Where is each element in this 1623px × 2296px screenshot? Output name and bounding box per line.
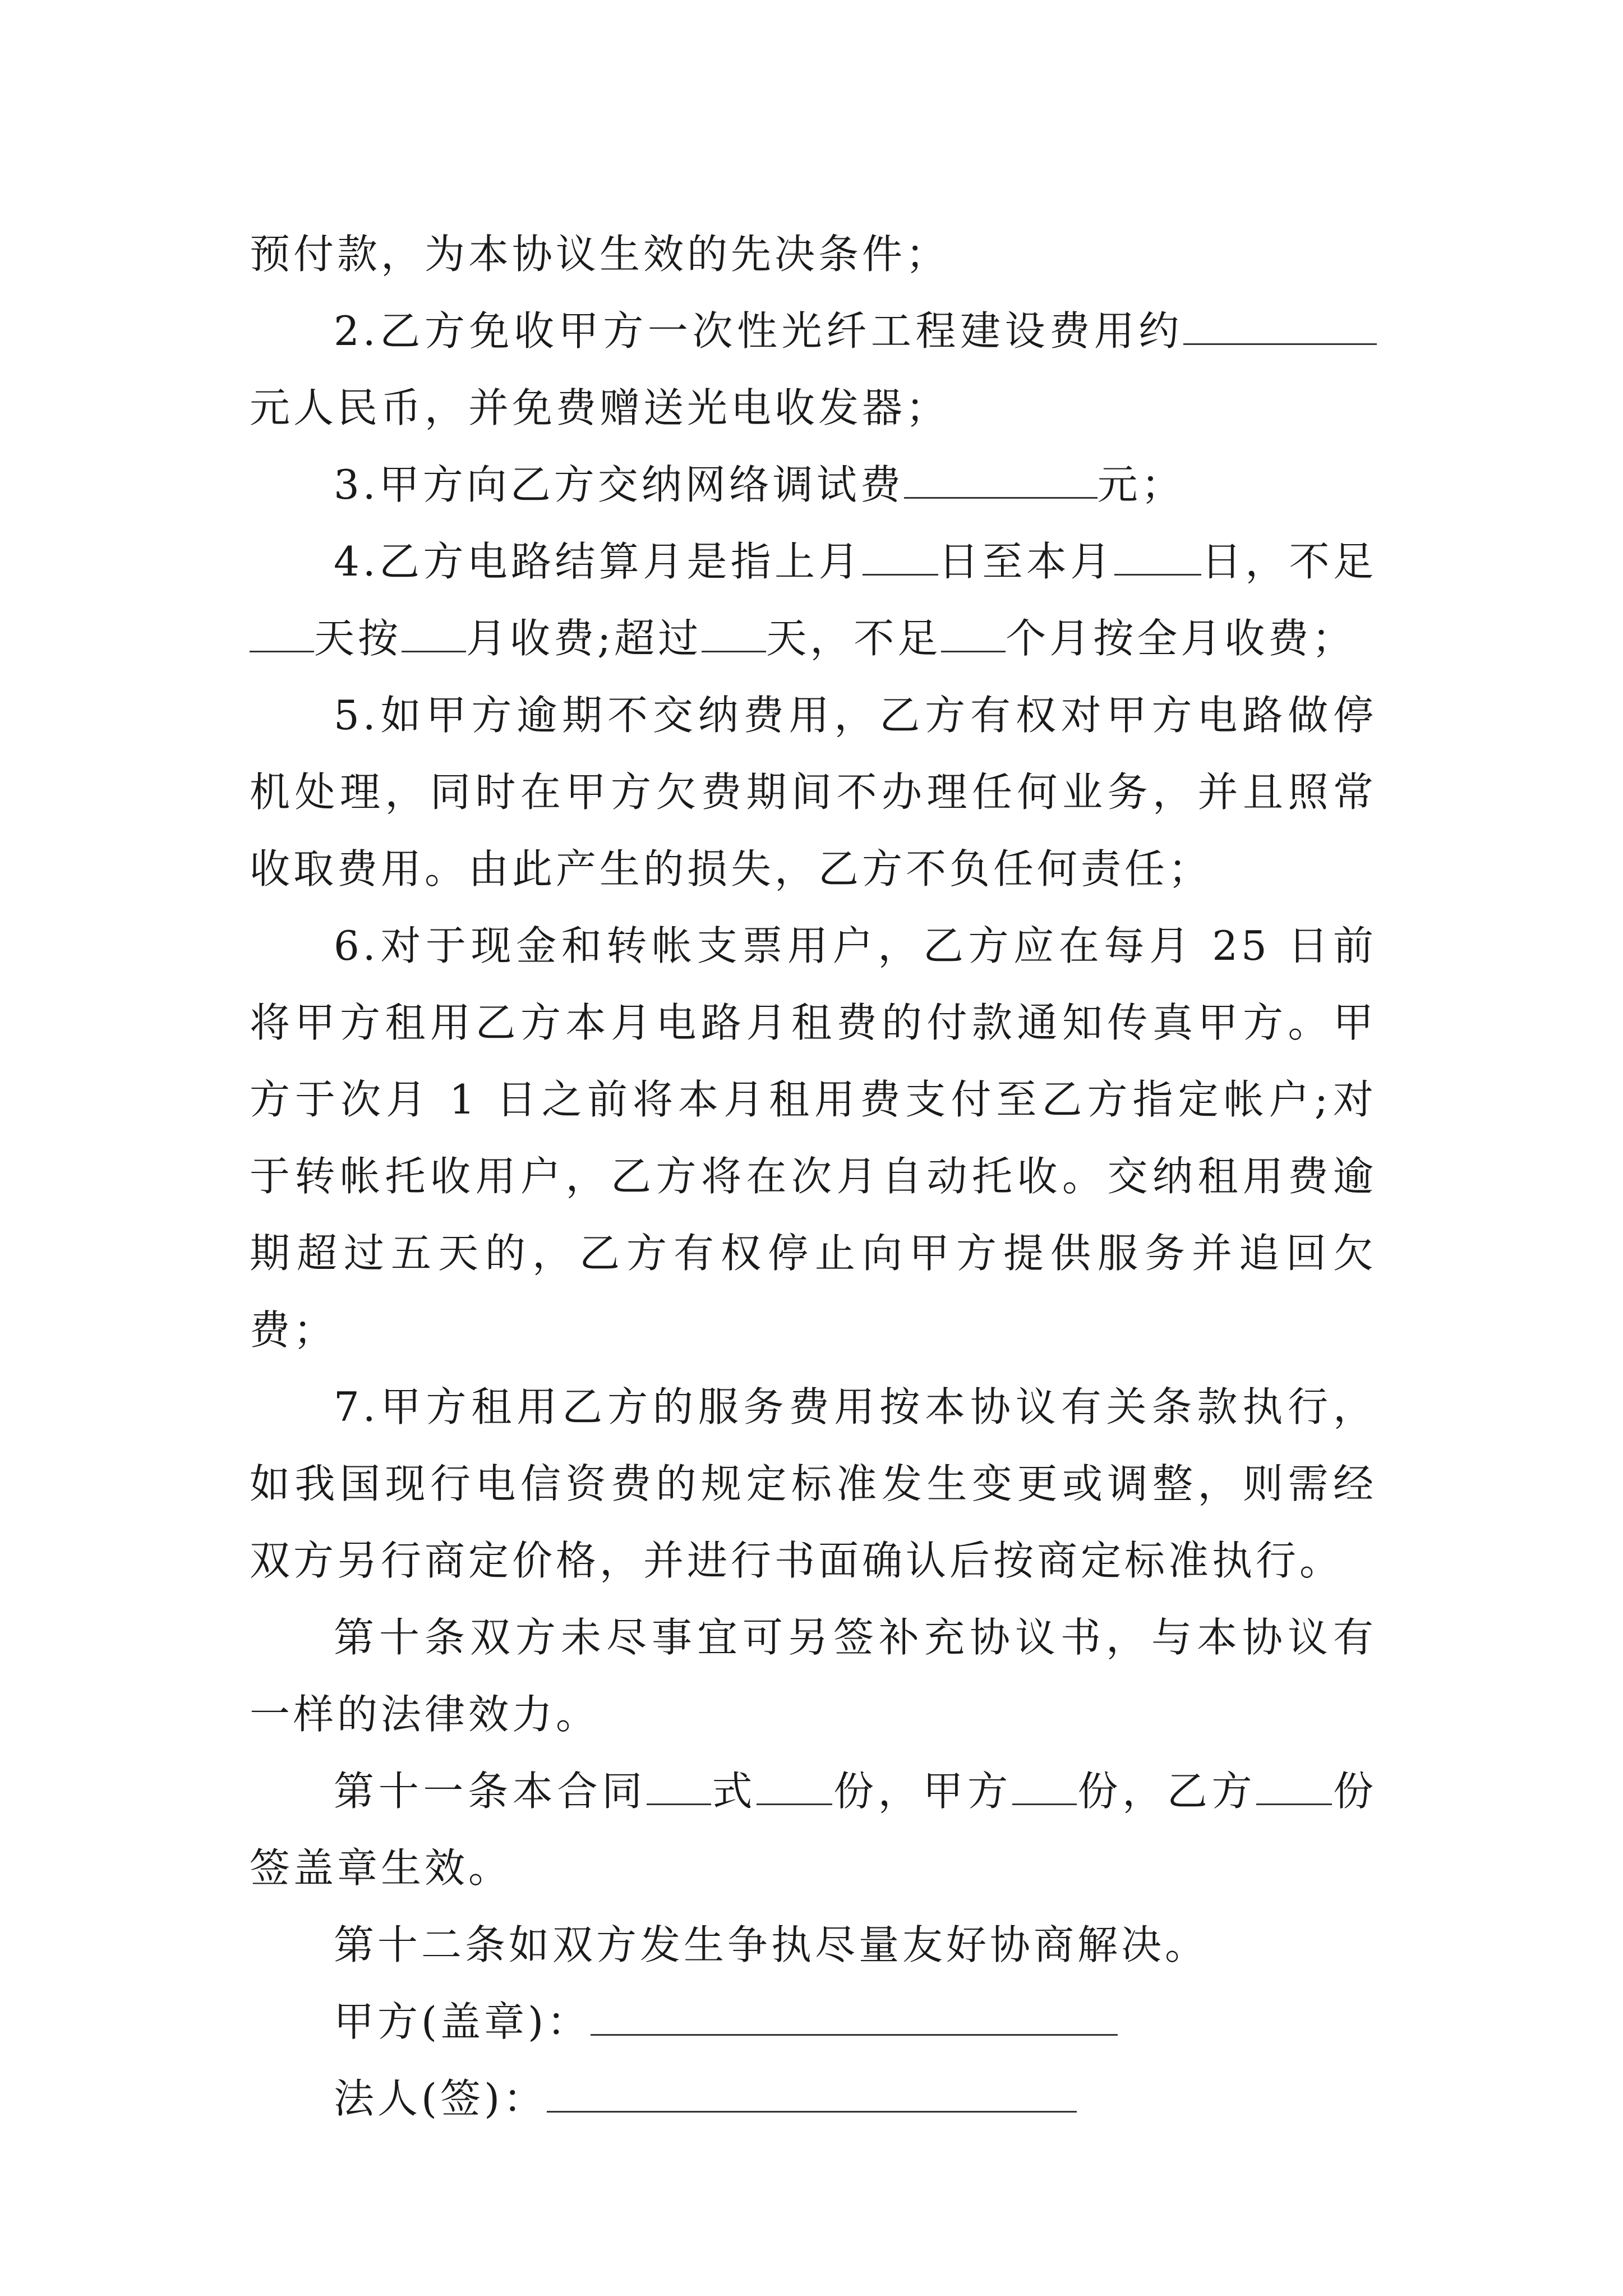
clause-3-text: 3.甲方向乙方交纳网络调试费 (334, 461, 904, 508)
amount-blank (1183, 309, 1377, 345)
prepayment-text: 预付款，为本协议生效的先决条件； (250, 231, 950, 278)
clause-4-text-4: 天按 (314, 615, 402, 662)
article-11 (250, 1753, 1377, 1907)
total-copies-blank (757, 1769, 832, 1805)
days-blank-2 (702, 616, 766, 652)
clause-7-fees (250, 1369, 1377, 1599)
legal-person-sign-line (547, 2076, 1077, 2113)
month-blank (402, 616, 466, 652)
legal-person-sign-label: 法人(签)： (334, 2075, 547, 2122)
clause-4-text-2: 日至本月 (938, 538, 1114, 585)
signature-legal-person (250, 2060, 1377, 2137)
article-11-text-2: 式 (711, 1768, 757, 1815)
party-a-seal-label: 甲方(盖章)： (334, 1998, 591, 2045)
clause-6-text: 6.对于现金和转帐支票用户，乙方应在每月 25 日前将甲方租用乙方本月电路月租费的付款通知传真甲方。甲方于次月 1 日之前将本月租用费支付至乙方指定帐户;对于转帐托收用户，乙方将在次月自动托收。交纳租用费逾期超过五天的，乙方有权停止向甲方提供服务并追回欠费； (250, 922, 1377, 1354)
end-day-blank (1114, 539, 1201, 576)
party-a-copies-blank (1012, 1769, 1077, 1805)
clause-3-text-end: 元； (1097, 461, 1185, 508)
article-12-text: 第十二条如双方发生争执尽量友好协商解决。 (334, 1921, 1209, 1968)
article-11-text-5: 份签盖章生效。 (250, 1768, 1377, 1892)
clause-7-text: 7.甲方租用乙方的服务费用按本协议有关条款执行，如我国现行电信资费的规定标准发生变更或调整，则需经双方另行商定价格，并进行书面确认后按商定标准执行。 (250, 1383, 1377, 1584)
article-10-text: 第十条双方未尽事宜可另签补充协议书，与本协议有一样的法律效力。 (250, 1614, 1377, 1738)
signature-party-a (250, 1984, 1377, 2060)
debug-fee-blank (904, 462, 1098, 499)
clause-4-text-3: 日，不足 (1201, 538, 1377, 585)
party-a-seal-line (591, 1999, 1118, 2036)
clause-3-debug-fee (250, 447, 1377, 523)
clause-2-text-end: 元人民币，并免费赠送光电收发器； (250, 384, 950, 431)
clause-4-billing-month (250, 523, 1377, 677)
clause-5-overdue (250, 677, 1377, 908)
clause-5-text: 5.如甲方逾期不交纳费用，乙方有权对甲方电路做停机处理，同时在甲方欠费期间不办理任何业务，并且照常收取费用。由此产生的损失，乙方不负任何责任； (250, 692, 1377, 892)
clause-2-fee-waiver (250, 293, 1377, 447)
clause-2-text: 2.乙方免收甲方一次性光纤工程建设费用约 (334, 307, 1183, 355)
article-11-text-1: 第十一条本合同 (334, 1768, 647, 1815)
article-11-text-4: 份，乙方 (1076, 1768, 1257, 1815)
days-blank-1 (250, 616, 314, 652)
clause-6-payment (250, 908, 1377, 1369)
article-12 (250, 1907, 1377, 1984)
start-day-blank (863, 539, 938, 576)
clause-4-text-1: 4.乙方电路结算月是指上月 (334, 538, 863, 585)
paragraph-prepayment (250, 216, 1377, 293)
copies-blank (647, 1769, 711, 1805)
clause-4-text-7: 个月按全月收费； (1006, 615, 1356, 662)
months-blank (941, 616, 1006, 652)
article-11-text-3: 份，甲方 (832, 1768, 1012, 1815)
article-10 (250, 1599, 1377, 1753)
clause-4-text-6: 天，不足 (766, 615, 942, 662)
clause-4-text-5: 月收费;超过 (466, 615, 702, 662)
party-b-copies-blank (1256, 1769, 1332, 1805)
document-body (250, 216, 1377, 2137)
